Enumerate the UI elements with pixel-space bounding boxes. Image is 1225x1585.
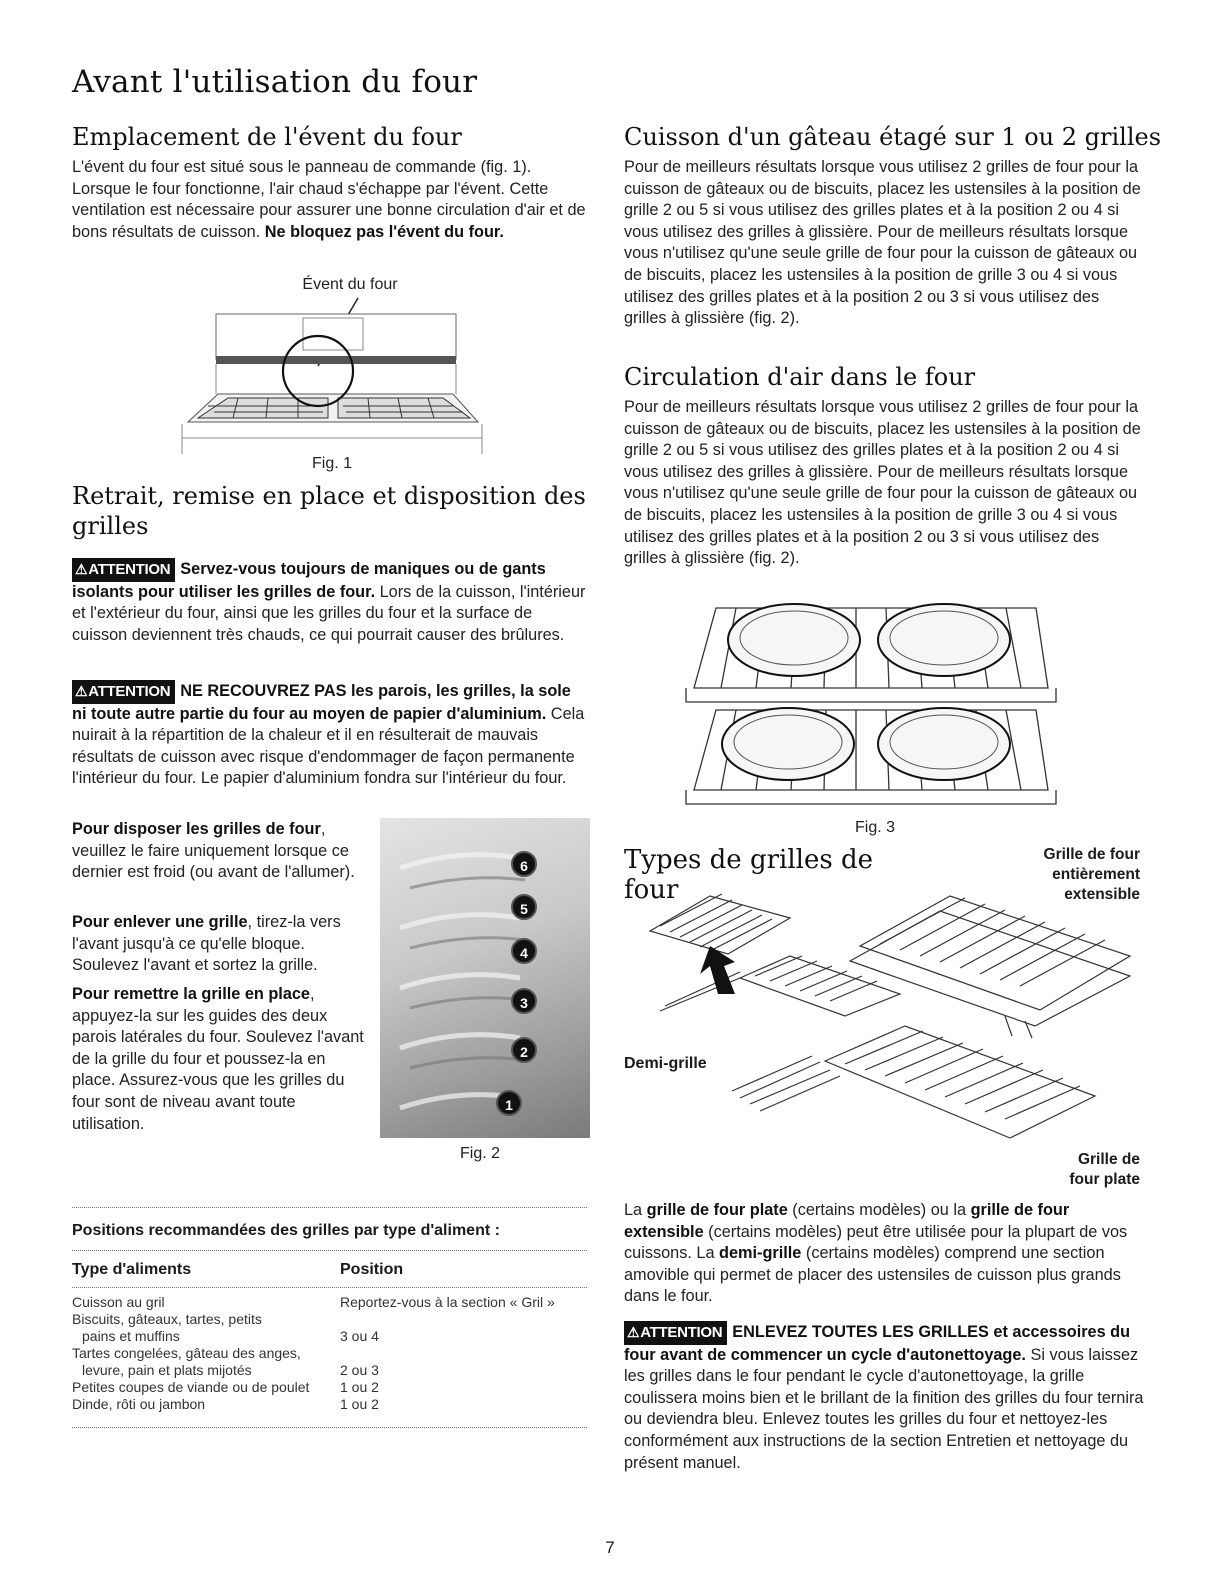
page-title: Avant l'utilisation du four (72, 64, 478, 100)
table-row: Biscuits, gâteaux, tartes, petits pains et muffins 3 ou 4 (72, 1311, 379, 1344)
table-row: Cuisson au gril Reportez-vous à la section « Gril » (72, 1294, 555, 1310)
vent-body: L'évent du four est situé sous le panneau de commande (fig. 1). Lorsque le four fonctionne, l'air chaud s'échappe par l'évent. Cette ventilation est nécessaire pour assurer une bonne circulation d'air et de bons résultats de cuisson. Ne bloquez pas l'évent du four. (72, 158, 586, 241)
warning-self-clean: ⚠ATTENTION ENLEVEZ TOUTES LES GRILLES et accessoires du four avant de commencer un cycle d'autonettoyage. Si vous laissez les grilles dans le four pendant le cycle d'autonettoyage, la grille coulissera moins bien et le brillant de la finition des grilles du four ternira ou deviendra bleu. Enlevez toutes les grilles du four et nettoyez-les conformément aux instructions de la section Entretien et nettoyage du présent manuel. (624, 1323, 1144, 1472)
oven-vent-figure (178, 296, 488, 456)
rack-types-figure (640, 886, 1140, 1156)
rack-positions-table (72, 1207, 587, 1428)
oven-rack-positions-photo (380, 818, 590, 1138)
rack-types-body: La grille de four plate (certains modèles) ou la grille de four extensible (certains modèles) peut être utilisée pour la plupart de vos cuissons. La demi-grille (certains modèles) comprend une section amovible qui permet de placer des ustensiles de cuisson plus grands dans le four. (624, 1201, 1128, 1306)
warning-gloves: ⚠ATTENTION Servez-vous toujours de maniques ou de gants isolants pour utiliser les grilles de four. Lors de la cuisson, l'intérieur et l'extérieur du four, ainsi que les grilles du four et la surface de cuisson deviennent très chauds, ce qui pourrait causer des brûlures. (72, 560, 586, 644)
rack-position-5: 5 (511, 894, 537, 920)
fig1-caption: Fig. 1 (311, 455, 352, 472)
page-number: 7 (605, 1538, 615, 1557)
attention-badge: ⚠ATTENTION (72, 558, 175, 582)
air-circulation-body: Pour de meilleurs résultats lorsque vous utilisez 2 grilles de four pour la cuisson de gâteaux ou de biscuits, placez les ustensiles à la position de grille 2 ou 5 si vous utilisez des grilles plates et à la position 2 ou 4 si vous utilisez des grilles à glissière. Pour de meilleurs résultats lorsque vous n'utilisez qu'une seule grille de four pour la cuisson de gâteaux ou de biscuits, placez les ustensiles à la position de grille 3 ou 4 si vous utilisez des grilles plates et à la position 2 ou 3 si vous utilisez des grilles à glissière (fig. 2). (624, 398, 1141, 568)
warning-triangle-icon: ⚠ (75, 561, 88, 577)
warning-triangle-icon: ⚠ (75, 683, 88, 699)
rack-position-2: 2 (511, 1037, 537, 1063)
layer-cake-body: Pour de meilleurs résultats lorsque vous utilisez 2 grilles de four pour la cuisson de gâteaux ou de biscuits, placez les ustensiles à la position de grille 2 ou 5 si vous utilisez des grilles plates et à la position 2 ou 4 si vous utilisez des grilles à glissière. Pour de meilleurs résultats lorsque vous n'utilisez qu'une seule grille de four pour la cuisson de gâteaux ou de biscuits, placez les ustensiles à la position de grille 3 ou 4 si vous utilisez des grilles plates et à la position 2 ou 3 si vous utilisez des grilles à glissière (fig. 2). (624, 158, 1141, 328)
replace-rack-text: Pour remettre la grille en place, appuyez-la sur les guides des deux parois latérales du four. Soulevez l'avant de la grille du four et poussez-la en place. Assurez-vous que les grilles du four sont de niveau avant toute utilisation. (72, 985, 364, 1133)
attention-badge: ⚠ATTENTION (624, 1321, 727, 1345)
rack-position-3: 3 (511, 988, 537, 1014)
table-title: Positions recommandées des grilles par type d'aliment : (72, 1222, 500, 1239)
warning-aluminium: ⚠ATTENTION NE RECOUVREZ PAS les parois, les grilles, la sole ni toute autre partie du four au moyen de papier d'aluminium. Cela nuirait à la répartition de la chaleur et il en résulterait de mauvais résultats de cuisson avec risque d'endommager de façon permanente l'intérieur du four. Le papier d'aluminium fondra sur l'intérieur du four. (72, 682, 585, 788)
column-header-food: Type d'aliments (72, 1261, 192, 1278)
extensible-rack-label: Grille de four entièrement extensible (1043, 846, 1140, 903)
rack-position-1: 1 (496, 1090, 522, 1116)
fig2-caption: Fig. 2 (459, 1145, 500, 1162)
attention-badge: ⚠ATTENTION (72, 680, 175, 704)
racks-heading: Retrait, remise en place et disposition des grilles (72, 482, 586, 540)
table-row: Tartes congelées, gâteau des anges, levure, pain et plats mijotés 2 ou 3 (72, 1345, 379, 1378)
rack-position-6: 6 (511, 851, 537, 877)
rack-types-heading: Types de grilles de four (624, 845, 874, 905)
rack-position-4: 4 (511, 938, 537, 964)
half-rack-label: Demi-grille (624, 1055, 707, 1072)
column-header-position: Position (340, 1261, 404, 1278)
vent-figure-label: Évent du four (302, 276, 398, 293)
warning-triangle-icon: ⚠ (627, 1324, 640, 1340)
remove-rack-text: Pour enlever une grille, tirez-la vers l'avant jusqu'à ce qu'elle bloque. Soulevez l'avant et sortez la grille. (72, 913, 341, 975)
fig3-caption: Fig. 3 (854, 819, 895, 836)
vent-heading: Emplacement de l'évent du four (72, 123, 462, 151)
air-circulation-heading: Circulation d'air dans le four (624, 363, 976, 391)
arrange-racks-text: Pour disposer les grilles de four, veuillez le faire uniquement lorsque ce dernier est froid (ou avant de l'allumer). (72, 820, 355, 882)
flat-rack-label: Grille de four plate (1069, 1151, 1140, 1188)
table-row: Dinde, rôti ou jambon 1 ou 2 (72, 1396, 379, 1412)
table-row: Petites coupes de viande ou de poulet 1 ou 2 (72, 1379, 379, 1395)
two-racks-cake-pans-figure (676, 598, 1066, 808)
layer-cake-heading: Cuisson d'un gâteau étagé sur 1 ou 2 grilles (624, 123, 1162, 151)
